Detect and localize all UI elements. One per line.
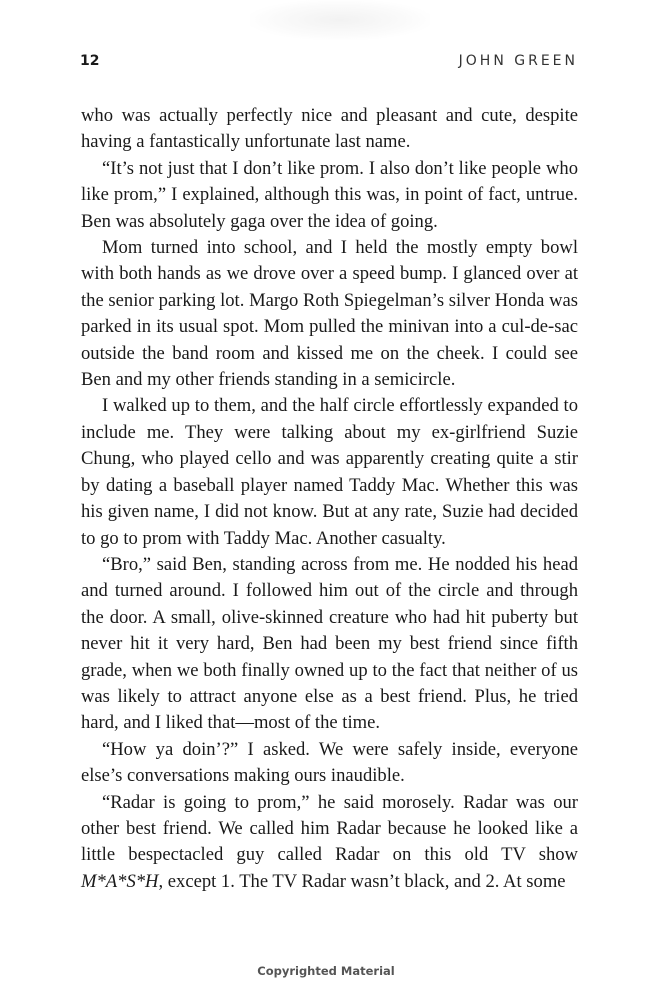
paragraph: “It’s not just that I don’t like prom. I also don’t like people who like prom,” I explained, although this was, in point of fact, untrue. Ben was absolutely gaga over the idea of going. [81,157,578,232]
copyright-footer: Copyrighted Material [257,964,395,978]
scan-smudge [250,0,430,40]
running-head-author: JOHN GREEN [458,53,578,69]
show-title: M*A*S*H [81,870,159,892]
paragraph: “Bro,” said Ben, standing across from me. He nodded his head and turned around. I followed him out of the circle and through the door. A small, olive-skinned creature who had hit puberty but never hit it very hard, Ben had been my best friend since fifth grade, when we both finally owned up to the fact that neither of us was likely to attract anyone else as a best friend. Plus, he tried hard, and I liked that—most of the time. [81,553,578,734]
paragraph-continued: who was actually perfectly nice and pleasant and cute, despite having a fantastically unfortunate last name. [81,105,578,153]
paragraph: Mom turned into school, and I held the mostly empty bowl with both hands as we drove over a speed bump. I glanced over at the senior parking lot. Margo Roth Spiegelman’s silver Honda was parked in its usual spot. Mom pulled the minivan into a cul-de-sac outside the band room and kissed me on the cheek. I could see Ben and my other friends standing in a semicircle. [81,237,578,391]
page-number: 12 [80,53,100,69]
paragraph-last [81,790,578,896]
paragraph: “How ya doin’?” I asked. We were safely inside, everyone else’s conversations making ours inaudible. [81,738,578,787]
paragraph: I walked up to them, and the half circle effortlessly expanded to include me. They were talking about my ex-girlfriend Suzie Chung, who played cello and was apparently creating quite a stir by dating a baseball player named Taddy Mac. Whether this was his given name, I did not know. But at any rate, Suzie had decided to go to prom with Taddy Mac. Another casualty. [81,395,578,549]
text-run: “Radar is going to prom,” he said morosely. Radar was our other best friend. We called him Radar because he looked like a little bespectacled guy called Radar on this old TV show [81,791,578,866]
body-text [81,103,578,895]
text-run: , except 1. The TV Radar wasn’t black, and 2. At some [158,870,566,892]
